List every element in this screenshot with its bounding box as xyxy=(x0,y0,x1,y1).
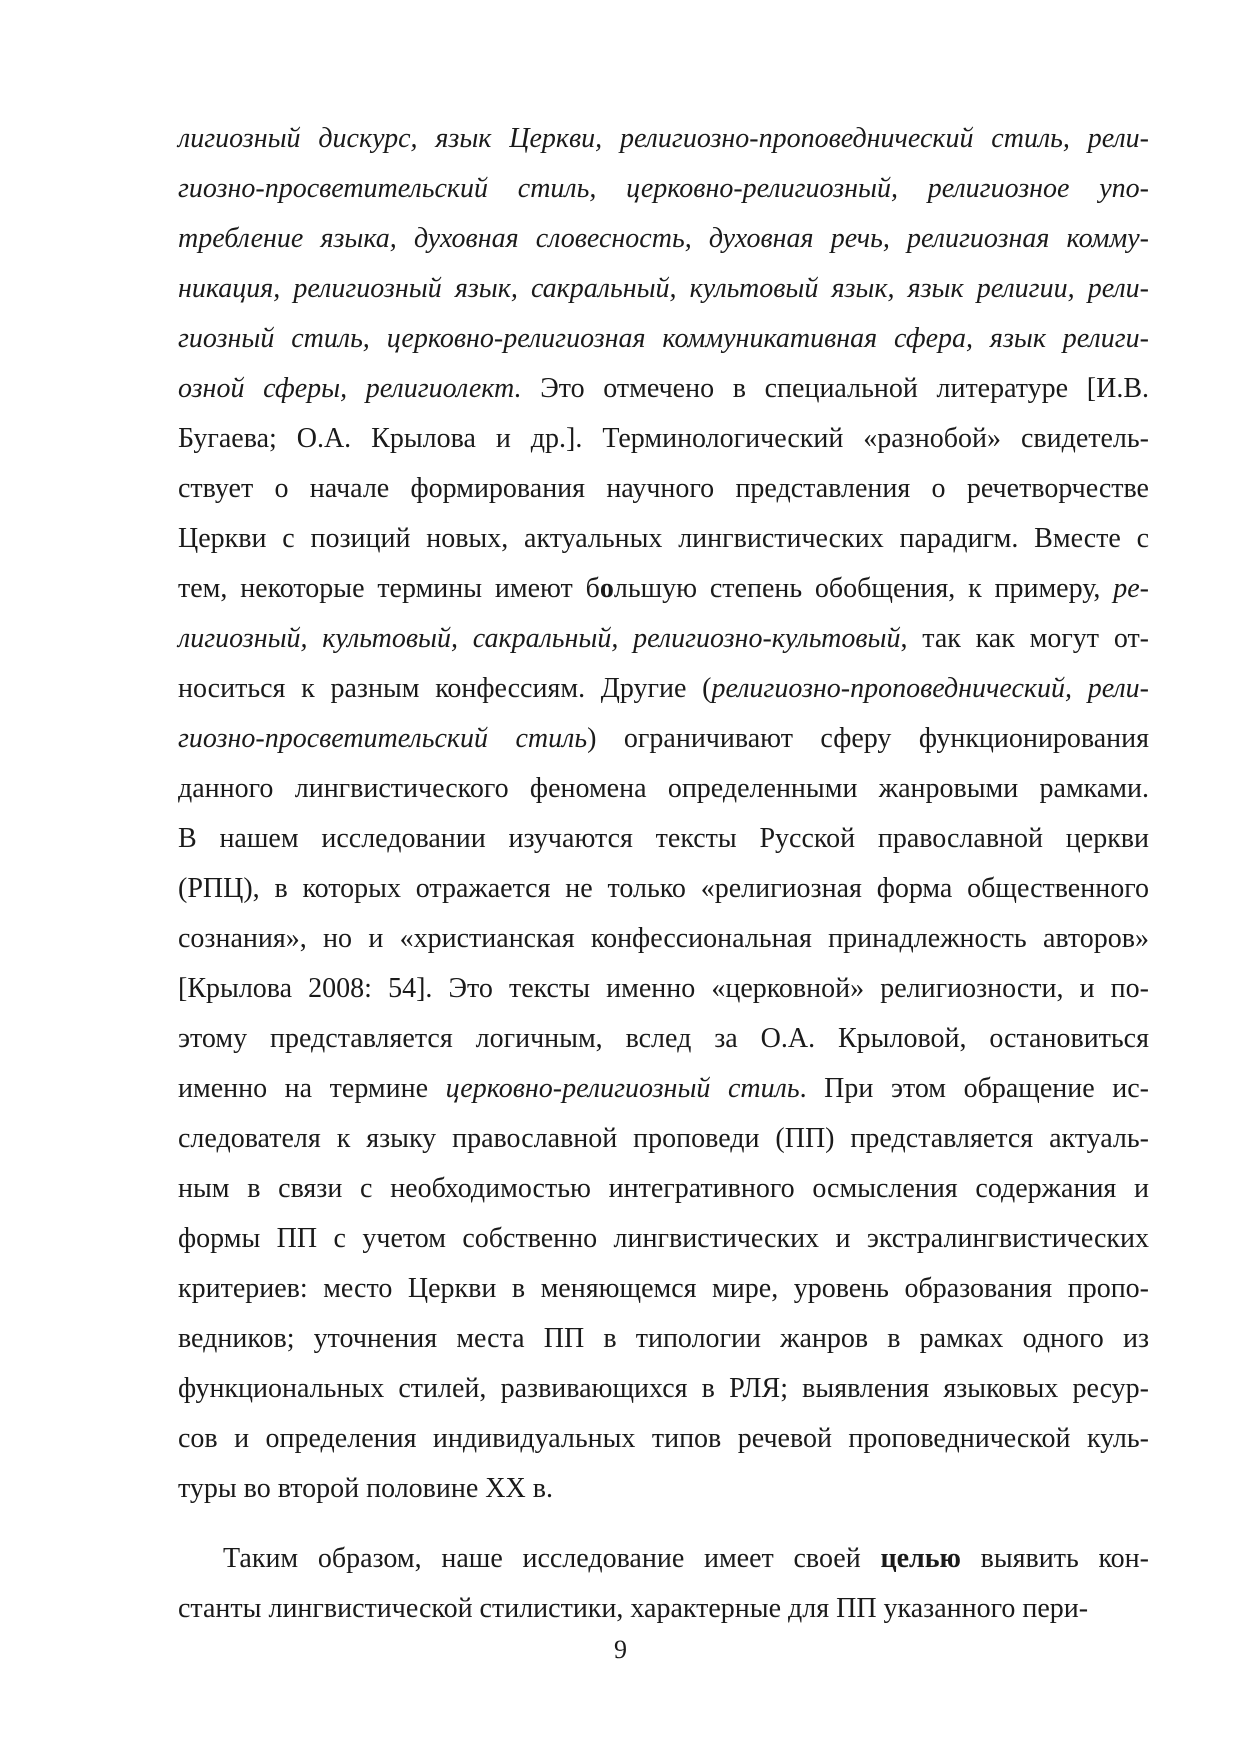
text-segment: функциональных стилей, развивающихся в РЛЯ; выявления языковых ресур- xyxy=(178,1373,1149,1404)
text-segment: Это отмечено в специальной литературе [И.В. xyxy=(521,373,1149,404)
text-line xyxy=(178,1534,1149,1584)
page-number: 9 xyxy=(614,1635,627,1664)
body-text xyxy=(178,114,1149,1634)
text-line xyxy=(178,164,1149,214)
text-segment: гиозно-просветительский стиль, церковно-религиозный, религиозное упо- xyxy=(178,173,1149,204)
text-segment: лигиозный, культовый, сакральный, религиозно-культовый xyxy=(178,623,901,654)
text-line xyxy=(178,114,1149,164)
text-line xyxy=(178,314,1149,364)
text-segment: носиться к разным конфессиям. Другие ( xyxy=(178,673,712,704)
text-segment: целью xyxy=(880,1543,961,1574)
text-segment: критериев: место Церкви в меняющемся мире, уровень образования пропо- xyxy=(178,1273,1149,1304)
text-segment: [Крылова 2008: 54]. Это тексты именно «церковной» религиозности, и по- xyxy=(178,973,1149,1004)
text-line xyxy=(178,514,1149,564)
text-segment: религиозно-проповеднический, рели- xyxy=(711,673,1149,704)
text-line xyxy=(178,764,1149,814)
text-line xyxy=(178,1214,1149,1264)
text-line xyxy=(178,414,1149,464)
text-segment: (РПЦ), в которых отражается не только «религиозная форма общественного xyxy=(178,873,1149,904)
text-line xyxy=(178,814,1149,864)
text-line xyxy=(178,264,1149,314)
text-line xyxy=(178,964,1149,1014)
text-segment: В нашем исследовании изучаются тексты Русской православной церкви xyxy=(178,823,1149,854)
text-segment: о xyxy=(599,573,614,604)
text-segment: ре- xyxy=(1113,573,1149,604)
text-segment: гиозный стиль, церковно-религиозная коммуникативная сфера, язык религи- xyxy=(178,323,1149,354)
text-segment: данного лингвистического феномена определенными жанровыми рамками. xyxy=(178,773,1149,804)
text-line xyxy=(178,1114,1149,1164)
text-line xyxy=(178,564,1149,614)
text-segment: сознания», но и «христианская конфессиональная принадлежность авторов» xyxy=(178,923,1149,954)
text-segment: , так как могут от- xyxy=(900,623,1150,654)
text-line xyxy=(178,214,1149,264)
text-line xyxy=(178,714,1149,764)
text-line xyxy=(178,1584,1149,1634)
text-line xyxy=(178,664,1149,714)
text-line xyxy=(178,464,1149,514)
text-segment: именно на термине xyxy=(178,1073,446,1104)
text-line xyxy=(178,1414,1149,1464)
text-segment: ным в связи с необходимостью интегративного осмысления содержания и xyxy=(178,1173,1149,1204)
text-segment: следователя к языку православной проповеди (ПП) представляется актуаль- xyxy=(178,1123,1149,1154)
text-line xyxy=(178,1264,1149,1314)
text-line xyxy=(178,1164,1149,1214)
text-line xyxy=(178,1314,1149,1364)
text-segment: формы ПП с учетом собственно лингвистических и экстралингвистических xyxy=(178,1223,1149,1254)
text-segment: никация, религиозный язык, сакральный, культовый язык, язык религии, рели- xyxy=(178,273,1149,304)
text-segment: лигиозный дискурс, язык Церкви, религиозно-проповеднический стиль, рели- xyxy=(178,123,1149,154)
text-segment: Таким образом, наше исследование имеет своей xyxy=(223,1543,881,1574)
text-line xyxy=(178,364,1149,414)
text-segment: озной сферы, религиолект. xyxy=(178,373,522,404)
text-segment: этому представляется логичным, вслед за О.А. Крыловой, остановиться xyxy=(178,1023,1149,1054)
text-segment: станты лингвистической стилистики, характерные для ПП указанного пери- xyxy=(178,1593,1089,1624)
text-segment: гиозно-просветительский стиль xyxy=(178,723,588,754)
text-segment: туры во второй половине XX в. xyxy=(178,1473,553,1504)
text-line xyxy=(178,1064,1149,1114)
text-line xyxy=(178,1364,1149,1414)
text-segment: ведников; уточнения места ПП в типологии жанров в рамках одного из xyxy=(178,1323,1149,1354)
text-segment: церковно-религиозный стиль xyxy=(445,1073,800,1104)
text-segment: требление языка, духовная словесность, духовная речь, религиозная комму- xyxy=(178,223,1149,254)
text-segment: Бугаева; О.А. Крылова и др.]. Терминологический «разнобой» свидетель- xyxy=(178,423,1149,454)
text-line xyxy=(178,864,1149,914)
text-segment: сов и определения индивидуальных типов речевой проповеднической куль- xyxy=(178,1423,1149,1454)
text-line xyxy=(178,1014,1149,1064)
text-segment: ствует о начале формирования научного представления о речетворчестве xyxy=(178,473,1149,504)
text-line xyxy=(178,1464,1149,1514)
text-segment: ) ограничивают сферу функционирования xyxy=(587,723,1149,754)
text-line xyxy=(178,614,1149,664)
text-segment: льшую степень обобщения, к примеру, xyxy=(613,573,1114,604)
text-segment: выявить кон- xyxy=(960,1543,1149,1574)
text-line xyxy=(178,914,1149,964)
text-segment: . При этом обращение ис- xyxy=(799,1073,1149,1104)
text-segment: Церкви с позиций новых, актуальных лингвистических парадигм. Вместе с xyxy=(178,523,1149,554)
text-segment: тем, некоторые термины имеют б xyxy=(178,573,600,604)
